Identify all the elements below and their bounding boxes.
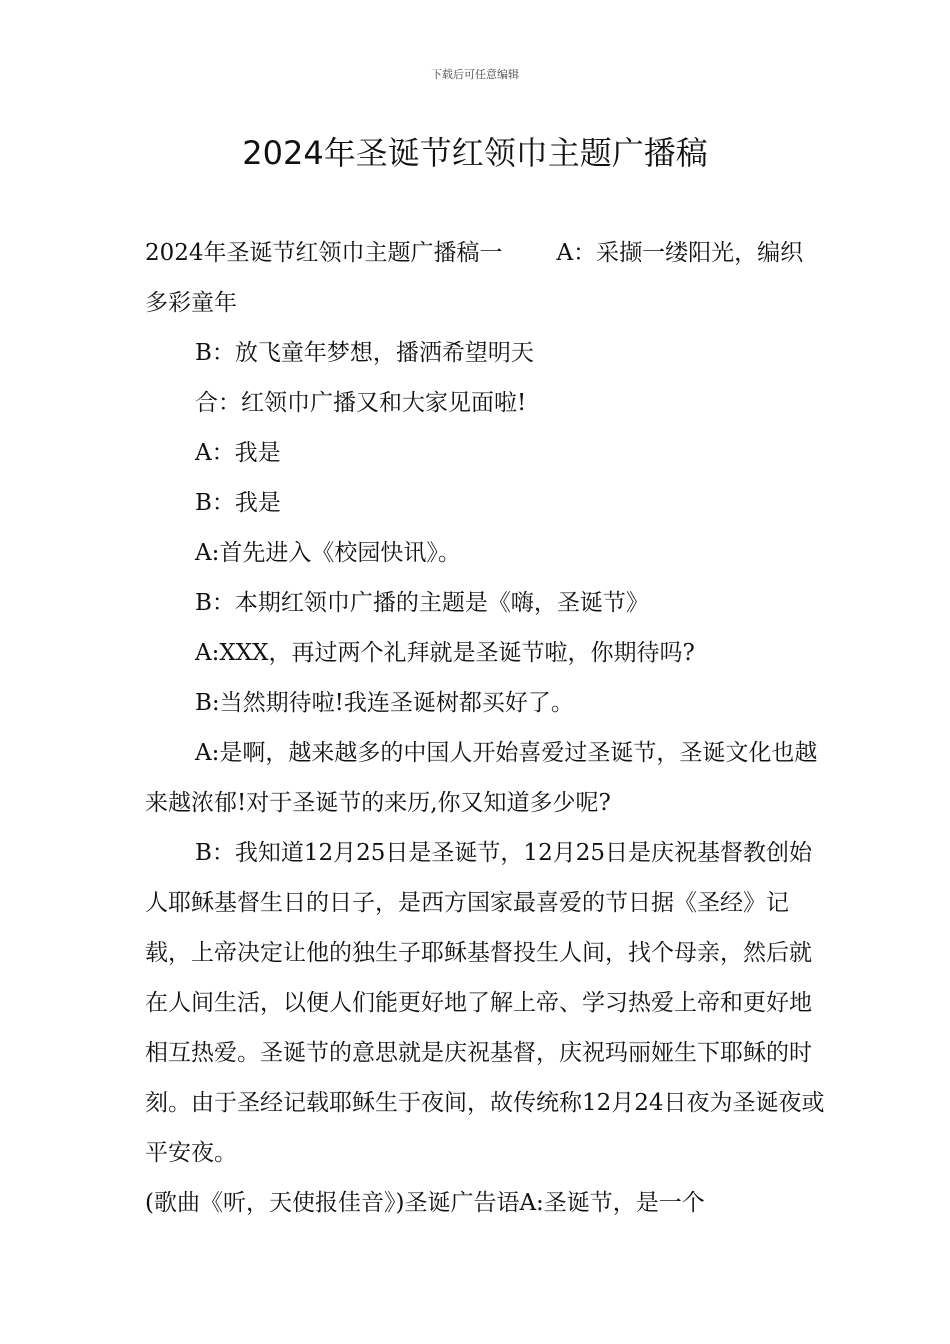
paragraph: B：放飞童年梦想，播洒希望明天 (195, 340, 534, 366)
intro-paragraph (145, 228, 825, 328)
paragraph: B：我知道12月25日是圣诞节，12月25日是庆祝基督教创始人耶稣基督生日的日子，是西方国家最喜爱的节日据《圣经》记载，上帝决定让他的独生子耶稣基督投生人间，找个母亲，然后就在人间生活，以便人们能更好地了解上帝、学习热爱上帝和更好地相互热爱。圣诞节的意思就是庆祝基督，庆祝玛丽娅生下耶稣的时刻。由于圣经记载耶稣生于夜间，故传统称12月24日夜为圣诞夜或平安夜。 (145, 840, 825, 1166)
paragraph: B：本期红领巾广播的主题是《嗨，圣诞节》 (195, 590, 649, 616)
intro-line: A：采撷一缕阳光，编织多彩童年 (145, 240, 804, 316)
paragraph: A:是啊，越来越多的中国人开始喜爱过圣诞节，圣诞文化也越来越浓郁!对于圣诞节的来历,你又知道多少呢? (145, 740, 818, 816)
paragraph: 合：红领巾广播又和大家见面啦! (195, 390, 527, 416)
document-title: 2024年圣诞节红领巾主题广播稿 (242, 134, 708, 172)
document-body (145, 228, 825, 1228)
paragraph: B：我是 (195, 490, 281, 516)
paragraph: A:XXX，再过两个礼拜就是圣诞节啦，你期待吗? (195, 640, 695, 666)
intro-heading: 2024年圣诞节红领巾主题广播稿一 (145, 240, 503, 266)
paragraph: A:首先进入《校园快讯》。 (195, 540, 461, 566)
page-header-note: 下载后可任意编辑 (431, 68, 519, 81)
paragraph: B:当然期待啦!我连圣诞树都买好了。 (195, 690, 574, 716)
paragraph: A：我是 (195, 440, 281, 466)
closing-line: (歌曲《听，天使报佳音》)圣诞广告语A:圣诞节，是一个 (145, 1190, 705, 1216)
